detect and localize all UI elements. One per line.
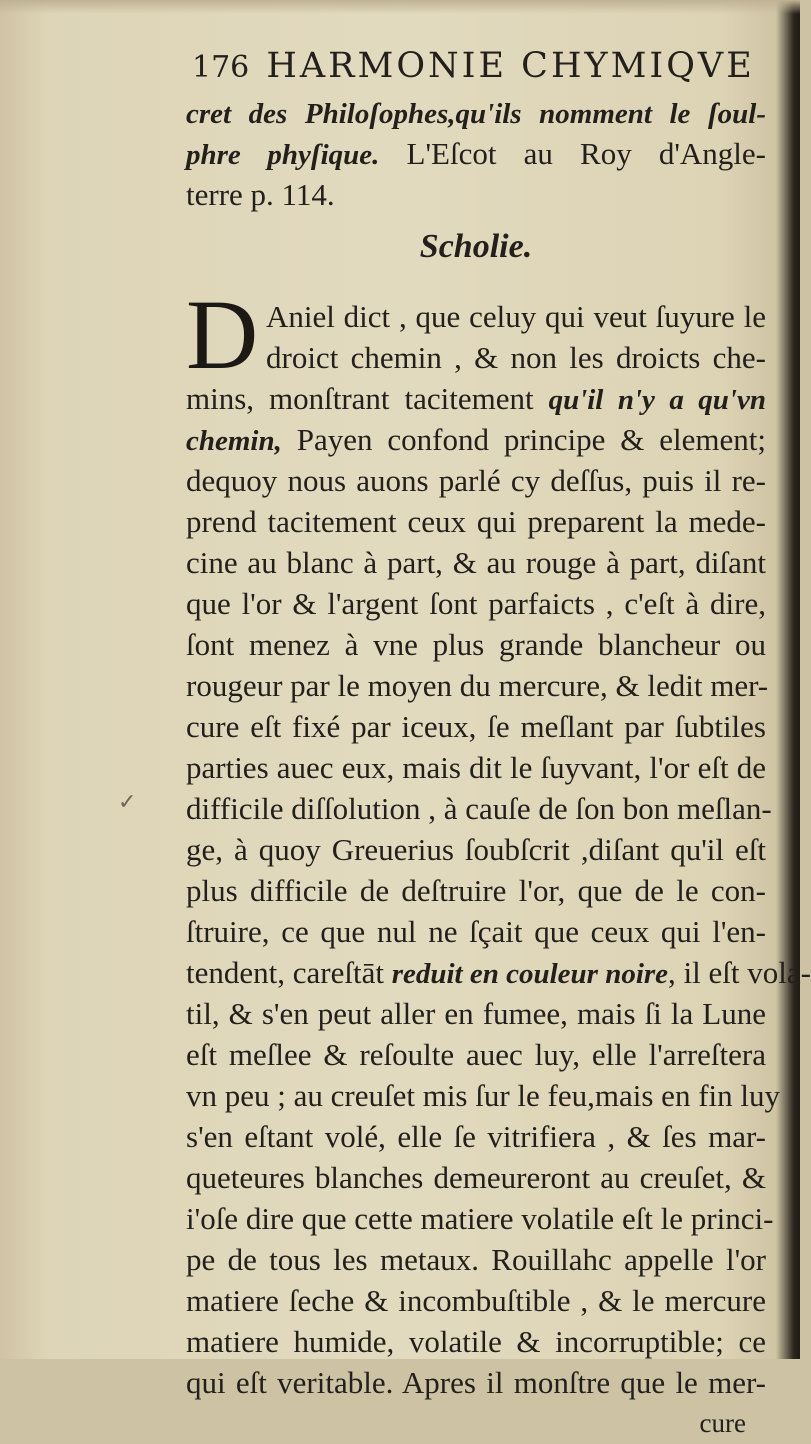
text-line <box>186 460 766 501</box>
text-line <box>186 1198 774 1239</box>
roman-text: rougeur par le moyen du mercure, & ledit mer- <box>186 668 769 703</box>
roman-text: eſt meſlee & reſoulte auec luy, elle l'arreſtera <box>186 1037 766 1072</box>
text-line <box>186 1034 766 1075</box>
running-head <box>192 46 772 94</box>
catchword: cure <box>699 1408 746 1438</box>
italic-text: qu'il n'y a qu'vn <box>548 384 766 416</box>
text-line <box>186 1321 766 1362</box>
roman-text: mins, monſtrant tacitement <box>186 381 549 416</box>
body-text <box>186 279 811 1444</box>
roman-text: ſont menez à vne plus grande blancheur ou <box>186 627 766 662</box>
text-line <box>186 829 766 870</box>
roman-text: cure eſt fixé par iceux, ſe meſlant par ſubtiles <box>186 709 766 744</box>
italic-text: reduit en couleur noire <box>391 958 669 990</box>
text-line <box>186 583 766 624</box>
roman-text: queteures blanches demeureront au creuſet, & <box>186 1160 766 1195</box>
roman-text: terre p. 114. <box>186 177 335 212</box>
italic-text: phre phyſique. <box>186 139 380 171</box>
roman-text: matiere ſeche & incombuſtible , & le mercure <box>186 1283 766 1318</box>
roman-text: L'Eſcot au Roy d'Angle- <box>379 136 766 171</box>
roman-text: tendent, careſtāt <box>186 955 392 990</box>
roman-text: prend tacitement ceux qui preparent la mede- <box>186 504 766 539</box>
roman-text: plus difficile de deſtruire l'or, que de le con- <box>186 873 766 908</box>
italic-text: chemin, <box>186 425 282 457</box>
text-line <box>186 337 766 378</box>
text-line <box>186 296 766 337</box>
margin-mark: ✓ <box>118 790 137 815</box>
text-line <box>186 1280 766 1321</box>
roman-text: difficile diſſolution , à cauſe de ſon bon meſlan- <box>186 791 772 826</box>
text-line <box>186 1116 766 1157</box>
drop-cap: D <box>186 279 259 390</box>
text-line <box>186 665 769 706</box>
text-line <box>186 92 766 133</box>
text-line <box>186 542 766 583</box>
roman-text: vn peu ; au creuſet mis ſur le feu,mais en fin luy <box>186 1078 780 1113</box>
roman-text: Aniel dict , que celuy qui veut ſuyure le <box>266 299 766 334</box>
page-number: 176 <box>192 50 250 85</box>
roman-text: pe de tous les metaux. Rouillahc appelle l'or <box>186 1242 766 1277</box>
text-line <box>186 133 766 174</box>
roman-text: i'oſe dire que cette matiere volatile eſt le princi- <box>186 1201 774 1236</box>
text-line <box>186 747 766 788</box>
italic-text: cret des Philoſophes,qu'ils nomment le ſoul- <box>186 98 766 130</box>
running-title: HARMONIE CHYMIQVE <box>266 46 755 86</box>
text-line <box>186 952 811 993</box>
text-line <box>186 870 766 911</box>
roman-text: matiere humide, volatile & incorruptible; ce <box>186 1324 766 1359</box>
roman-text: qui eſt veritable. Apres il monſtre que le mer- <box>186 1365 766 1400</box>
text-line <box>186 706 766 747</box>
roman-text: , il eſt vola- <box>668 955 811 990</box>
roman-text: parties auec eux, mais dit le ſuyvant, l'or eſt de <box>186 750 766 785</box>
roman-text: ſtruire, ce que nul ne ſçait que ceux qui l'en- <box>186 914 766 949</box>
section-heading: Scholie. <box>419 228 533 265</box>
intro-text <box>186 92 766 215</box>
text-line <box>186 788 772 829</box>
roman-text: dequoy nous auons parlé cy deſſus, puis il re- <box>186 463 766 498</box>
roman-text: s'en eſtant volé, elle ſe vitrifiera , & ſes mar- <box>186 1119 766 1154</box>
roman-text: cine au blanc à part, & au rouge à part, diſant <box>186 545 766 580</box>
roman-text: que l'or & l'argent ſont parfaicts , c'eſt à dire, <box>186 586 766 621</box>
text-line <box>186 419 766 460</box>
text-line <box>186 1362 766 1403</box>
text-line <box>186 378 766 419</box>
text-line <box>186 1157 766 1198</box>
roman-text: Payen confond principe & element; <box>281 422 766 457</box>
text-line <box>186 1239 766 1280</box>
text-line <box>186 1075 780 1116</box>
roman-text: droict chemin , & non les droicts che- <box>266 340 766 375</box>
roman-text: ge, à quoy Greuerius ſoubſcrit ,diſant qu'il eſt <box>186 832 766 867</box>
text-line <box>186 174 766 215</box>
text-line <box>186 993 766 1034</box>
text-line <box>186 624 766 665</box>
roman-text: til, & s'en peut aller en fumee, mais ſi la Lune <box>186 996 766 1031</box>
text-line <box>186 501 766 542</box>
text-line <box>186 911 766 952</box>
